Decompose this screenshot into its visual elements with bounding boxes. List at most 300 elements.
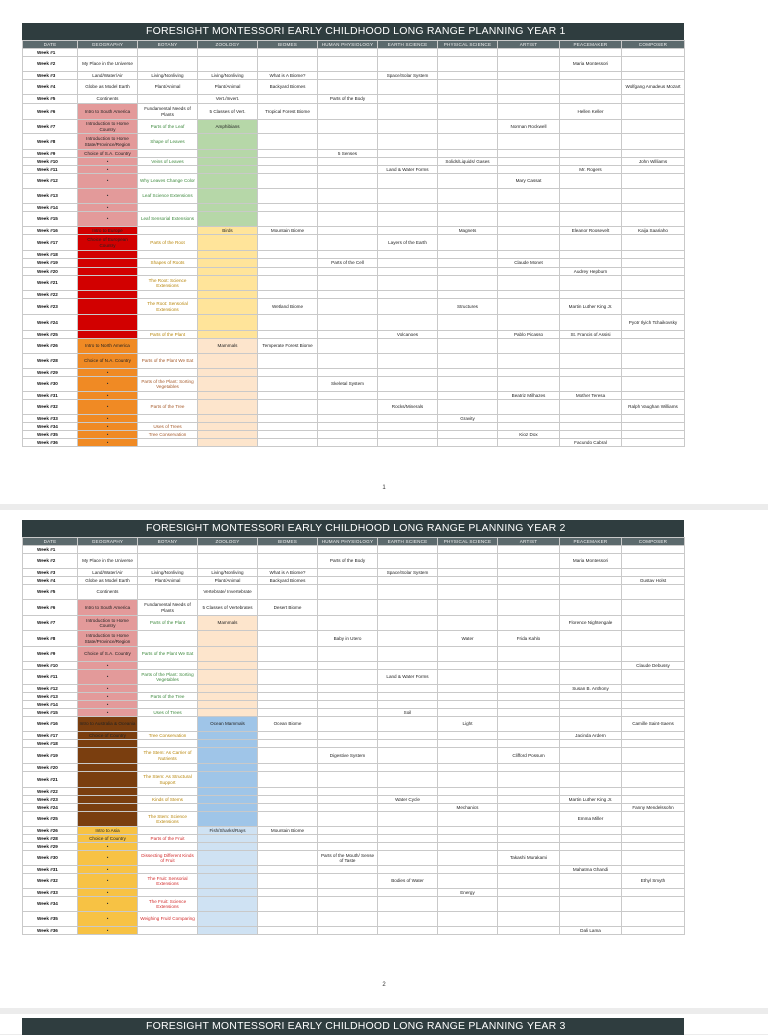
cell-composer: [622, 709, 685, 717]
cell-human-physiology: [318, 423, 378, 431]
cell-human-physiology: Parts of the Body: [318, 95, 378, 104]
cell-earth-science: [378, 49, 438, 57]
cell-biomes: [258, 204, 318, 212]
table-row: [23, 158, 685, 166]
column-header-artist: ARTIST: [498, 41, 560, 49]
cell-human-physiology: [318, 585, 378, 600]
cell-peacemaker: [560, 897, 622, 912]
week-cell: Week #13: [23, 693, 78, 701]
cell-botany: Parts of the Tree: [138, 400, 198, 415]
cell-peacemaker: Martin Luther King Jr.: [560, 796, 622, 804]
cell-physical-science: [438, 95, 498, 104]
column-header-peacemaker: PEACEMAKER: [560, 41, 622, 49]
table-row: [23, 72, 685, 80]
cell-human-physiology: [318, 57, 378, 72]
cell-zoology: [198, 546, 258, 554]
cell-artist: [498, 134, 560, 150]
cell-earth-science: [378, 616, 438, 631]
cell-composer: [622, 259, 685, 268]
cell-composer: [622, 57, 685, 72]
cell-physical-science: [438, 212, 498, 227]
cell-botany: The Stem: Science Extensions: [138, 812, 198, 827]
cell-physical-science: [438, 772, 498, 788]
cell-botany: [138, 251, 198, 259]
week-cell: Week #7: [23, 120, 78, 134]
cell-earth-science: [378, 866, 438, 874]
cell-peacemaker: [560, 339, 622, 354]
cell-zoology: 5 Classes of Vert.: [198, 104, 258, 120]
cell-zoology: [198, 259, 258, 268]
week-cell: Week #8: [23, 134, 78, 150]
cell-physical-science: [438, 339, 498, 354]
cell-physical-science: [438, 259, 498, 268]
cell-physical-science: [438, 72, 498, 80]
cell-physical-science: [438, 827, 498, 835]
table-row: [23, 897, 685, 912]
cell-botany: Plant/Animal: [138, 577, 198, 585]
column-header-composer: COMPOSER: [622, 41, 685, 49]
cell-physical-science: [438, 104, 498, 120]
week-cell: Week #17: [23, 235, 78, 251]
cell-biomes: [258, 276, 318, 291]
cell-geography: [78, 788, 138, 796]
cell-geography: [78, 812, 138, 827]
cell-botany: [138, 315, 198, 331]
week-cell: Week #28: [23, 835, 78, 843]
cell-human-physiology: [318, 670, 378, 685]
cell-artist: [498, 546, 560, 554]
cell-zoology: [198, 796, 258, 804]
cell-composer: [622, 189, 685, 204]
cell-composer: [622, 812, 685, 827]
cell-botany: Fundamental Needs of Plants: [138, 600, 198, 616]
cell-zoology: Living/Nonliving: [198, 72, 258, 80]
cell-geography: Choice of S.A. Country: [78, 647, 138, 662]
cell-geography: Continents: [78, 585, 138, 600]
cell-physical-science: [438, 709, 498, 717]
cell-peacemaker: [560, 843, 622, 851]
table-row: [23, 291, 685, 299]
cell-human-physiology: [318, 104, 378, 120]
cell-physical-science: [438, 585, 498, 600]
cell-peacemaker: [560, 134, 622, 150]
cell-physical-science: [438, 600, 498, 616]
week-cell: Week #8: [23, 631, 78, 647]
cell-composer: Claude Debussy: [622, 662, 685, 670]
table-row: [23, 423, 685, 431]
cell-artist: [498, 400, 560, 415]
cell-geography: [78, 740, 138, 748]
table-row: [23, 693, 685, 701]
cell-earth-science: [378, 647, 438, 662]
week-cell: Week #11: [23, 670, 78, 685]
cell-physical-science: Energy: [438, 889, 498, 897]
cell-zoology: Mammals: [198, 339, 258, 354]
table-row: [23, 150, 685, 158]
week-cell: Week #34: [23, 423, 78, 431]
cell-biomes: [258, 647, 318, 662]
cell-botany: Plant/Animal: [138, 80, 198, 95]
cell-zoology: [198, 851, 258, 866]
cell-peacemaker: [560, 709, 622, 717]
cell-artist: [498, 415, 560, 423]
table-row: [23, 369, 685, 377]
week-cell: Week #16: [23, 227, 78, 235]
cell-physical-science: [438, 235, 498, 251]
cell-zoology: [198, 174, 258, 189]
cell-human-physiology: [318, 701, 378, 709]
cell-zoology: [198, 49, 258, 57]
cell-geography: Intro to Asia: [78, 827, 138, 835]
cell-botany: Shape of Leaves: [138, 134, 198, 150]
cell-artist: [498, 577, 560, 585]
cell-physical-science: [438, 49, 498, 57]
cell-biomes: [258, 415, 318, 423]
cell-geography: •: [78, 415, 138, 423]
table-row: [23, 740, 685, 748]
cell-zoology: [198, 212, 258, 227]
cell-zoology: Plant/Animal: [198, 80, 258, 95]
cell-zoology: [198, 772, 258, 788]
table-row: [23, 49, 685, 57]
cell-human-physiology: 5 Senses: [318, 150, 378, 158]
column-header-botany: BOTANY: [138, 538, 198, 546]
cell-biomes: [258, 732, 318, 740]
cell-artist: [498, 439, 560, 447]
cell-peacemaker: [560, 189, 622, 204]
cell-biomes: [258, 927, 318, 935]
cell-human-physiology: [318, 227, 378, 235]
cell-human-physiology: [318, 616, 378, 631]
cell-biomes: [258, 804, 318, 812]
week-cell: Week #31: [23, 866, 78, 874]
cell-zoology: [198, 369, 258, 377]
cell-physical-science: [438, 204, 498, 212]
table-row: [23, 299, 685, 315]
cell-zoology: [198, 204, 258, 212]
cell-biomes: [258, 400, 318, 415]
cell-geography: [78, 764, 138, 772]
cell-composer: [622, 631, 685, 647]
cell-biomes: Tropical Forest Biome: [258, 104, 318, 120]
cell-artist: Pablo Picasso: [498, 331, 560, 339]
table-header-row: [23, 41, 685, 49]
column-header-physical-science: PHYSICAL SCIENCE: [438, 41, 498, 49]
cell-earth-science: [378, 585, 438, 600]
cell-composer: [622, 600, 685, 616]
cell-artist: [498, 339, 560, 354]
cell-artist: [498, 72, 560, 80]
cell-geography: •: [78, 693, 138, 701]
week-cell: Week #16: [23, 717, 78, 732]
cell-earth-science: [378, 134, 438, 150]
cell-geography: •: [78, 400, 138, 415]
cell-peacemaker: Dali Lama: [560, 927, 622, 935]
cell-composer: [622, 439, 685, 447]
cell-geography: Intro to North America: [78, 339, 138, 354]
cell-geography: •: [78, 439, 138, 447]
week-cell: Week #1: [23, 546, 78, 554]
cell-geography: •: [78, 166, 138, 174]
cell-human-physiology: [318, 600, 378, 616]
cell-composer: [622, 95, 685, 104]
sheet-title-bar: [22, 520, 684, 537]
cell-artist: [498, 377, 560, 392]
cell-composer: [622, 299, 685, 315]
cell-physical-science: [438, 701, 498, 709]
cell-biomes: [258, 439, 318, 447]
table-row: [23, 554, 685, 569]
cell-biomes: [258, 392, 318, 400]
cell-artist: [498, 827, 560, 835]
week-cell: Week #11: [23, 166, 78, 174]
cell-composer: [622, 150, 685, 158]
week-cell: Week #9: [23, 150, 78, 158]
cell-botany: Parts of the Tree: [138, 693, 198, 701]
cell-biomes: [258, 866, 318, 874]
cell-artist: [498, 204, 560, 212]
cell-peacemaker: Mahatma Ghandi: [560, 866, 622, 874]
cell-zoology: [198, 315, 258, 331]
cell-biomes: [258, 897, 318, 912]
cell-biomes: [258, 158, 318, 166]
cell-zoology: Birds: [198, 227, 258, 235]
cell-peacemaker: Martin Luther King Jr.: [560, 299, 622, 315]
cell-peacemaker: [560, 546, 622, 554]
cell-composer: [622, 685, 685, 693]
cell-earth-science: [378, 339, 438, 354]
cell-composer: [622, 392, 685, 400]
cell-peacemaker: [560, 569, 622, 577]
cell-geography: •: [78, 369, 138, 377]
cell-botany: Dissecting Different Kinds of Fruit: [138, 851, 198, 866]
cell-human-physiology: [318, 569, 378, 577]
page-2: [0, 510, 768, 1008]
cell-biomes: [258, 685, 318, 693]
cell-composer: [622, 251, 685, 259]
cell-botany: Veins of Leaves: [138, 158, 198, 166]
cell-zoology: [198, 693, 258, 701]
week-cell: Week #19: [23, 259, 78, 268]
week-cell: Week #29: [23, 369, 78, 377]
cell-earth-science: Water Cycle: [378, 796, 438, 804]
sheet-title-bar: [22, 1018, 684, 1035]
column-header-peacemaker: PEACEMAKER: [560, 538, 622, 546]
cell-geography: Intro to Europe: [78, 227, 138, 235]
cell-earth-science: [378, 662, 438, 670]
cell-geography: Choice of Country: [78, 835, 138, 843]
table-row: [23, 717, 685, 732]
cell-biomes: [258, 377, 318, 392]
cell-peacemaker: Jacinda Ardern: [560, 732, 622, 740]
cell-human-physiology: [318, 912, 378, 927]
cell-composer: [622, 276, 685, 291]
cell-composer: [622, 268, 685, 276]
cell-zoology: [198, 889, 258, 897]
cell-botany: Leaf Sensorial Extensions: [138, 212, 198, 227]
week-cell: Week #33: [23, 889, 78, 897]
cell-peacemaker: Facundo Cabral: [560, 439, 622, 447]
cell-biomes: [258, 546, 318, 554]
cell-composer: [622, 291, 685, 299]
cell-human-physiology: [318, 866, 378, 874]
cell-peacemaker: [560, 912, 622, 927]
cell-physical-science: [438, 377, 498, 392]
cell-earth-science: [378, 174, 438, 189]
cell-physical-science: [438, 392, 498, 400]
cell-biomes: [258, 835, 318, 843]
cell-physical-science: [438, 685, 498, 693]
week-cell: Week #36: [23, 439, 78, 447]
cell-composer: [622, 927, 685, 935]
cell-botany: [138, 662, 198, 670]
cell-physical-science: [438, 764, 498, 772]
sheet-year: YEAR 1: [527, 25, 566, 37]
cell-botany: [138, 717, 198, 732]
cell-artist: [498, 812, 560, 827]
cell-physical-science: Gravity: [438, 415, 498, 423]
cell-physical-science: [438, 439, 498, 447]
cell-earth-science: [378, 439, 438, 447]
cell-zoology: [198, 748, 258, 764]
cell-peacemaker: [560, 772, 622, 788]
cell-artist: [498, 764, 560, 772]
cell-biomes: [258, 189, 318, 204]
cell-peacemaker: [560, 204, 622, 212]
cell-human-physiology: [318, 874, 378, 889]
week-cell: Week #15: [23, 709, 78, 717]
cell-botany: The Root: Science Extensions: [138, 276, 198, 291]
table-row: [23, 569, 685, 577]
cell-geography: Choice of N.A. Country: [78, 354, 138, 369]
cell-human-physiology: [318, 251, 378, 259]
cell-earth-science: [378, 600, 438, 616]
week-cell: Week #36: [23, 927, 78, 935]
cell-botany: Uses of Trees: [138, 709, 198, 717]
cell-artist: Kioz Dox: [498, 431, 560, 439]
table-row: [23, 174, 685, 189]
cell-artist: [498, 251, 560, 259]
table-row: [23, 95, 685, 104]
table-row: [23, 843, 685, 851]
cell-geography: Globe as Model Earth: [78, 80, 138, 95]
cell-botany: [138, 204, 198, 212]
cell-physical-science: Magnets: [438, 227, 498, 235]
cell-geography: [78, 259, 138, 268]
cell-composer: [622, 897, 685, 912]
week-cell: Week #21: [23, 276, 78, 291]
cell-physical-science: Structures: [438, 299, 498, 315]
cell-composer: [622, 546, 685, 554]
cell-composer: [622, 740, 685, 748]
column-header-zoology: ZOOLOGY: [198, 538, 258, 546]
cell-geography: •: [78, 670, 138, 685]
table-row: [23, 585, 685, 600]
cell-zoology: [198, 291, 258, 299]
cell-zoology: [198, 804, 258, 812]
cell-zoology: [198, 812, 258, 827]
cell-composer: Ethyl Smyth: [622, 874, 685, 889]
week-cell: Week #26: [23, 339, 78, 354]
cell-biomes: [258, 166, 318, 174]
cell-biomes: [258, 764, 318, 772]
cell-human-physiology: [318, 174, 378, 189]
cell-biomes: Backyard Biomes: [258, 577, 318, 585]
cell-zoology: [198, 392, 258, 400]
cell-botany: Living/Nonliving: [138, 569, 198, 577]
cell-biomes: Wetland Biome: [258, 299, 318, 315]
cell-peacemaker: [560, 889, 622, 897]
table-row: [23, 764, 685, 772]
table-row: [23, 431, 685, 439]
cell-zoology: [198, 647, 258, 662]
cell-artist: [498, 693, 560, 701]
cell-artist: [498, 912, 560, 927]
week-cell: Week #18: [23, 251, 78, 259]
cell-human-physiology: [318, 339, 378, 354]
cell-composer: [622, 701, 685, 709]
cell-physical-science: [438, 268, 498, 276]
cell-biomes: [258, 851, 318, 866]
cell-composer: [622, 796, 685, 804]
cell-human-physiology: [318, 772, 378, 788]
cell-zoology: [198, 377, 258, 392]
cell-earth-science: [378, 851, 438, 866]
cell-botany: [138, 166, 198, 174]
cell-composer: [622, 104, 685, 120]
cell-botany: Parts of the Plant: Sorting Vegetables: [138, 377, 198, 392]
cell-zoology: [198, 701, 258, 709]
cell-botany: [138, 339, 198, 354]
cell-composer: John Williams: [622, 158, 685, 166]
cell-geography: My Place in the Universe: [78, 57, 138, 72]
planning-table: [22, 537, 685, 935]
cell-biomes: Desert Biome: [258, 600, 318, 616]
table-row: [23, 804, 685, 812]
cell-peacemaker: [560, 740, 622, 748]
cell-peacemaker: [560, 369, 622, 377]
cell-zoology: Living/Nonliving: [198, 569, 258, 577]
cell-composer: [622, 748, 685, 764]
cell-geography: •: [78, 377, 138, 392]
cell-composer: [622, 339, 685, 354]
cell-geography: [78, 331, 138, 339]
cell-botany: [138, 866, 198, 874]
column-header-earth-science: EARTH SCIENCE: [378, 41, 438, 49]
cell-earth-science: [378, 912, 438, 927]
cell-biomes: [258, 748, 318, 764]
cell-earth-science: Volcanoes: [378, 331, 438, 339]
cell-geography: •: [78, 927, 138, 935]
table-row: [23, 732, 685, 740]
cell-biomes: [258, 134, 318, 150]
cell-artist: [498, 616, 560, 631]
cell-geography: Introduction to Home State/Province/Region: [78, 631, 138, 647]
cell-composer: [622, 764, 685, 772]
cell-geography: [78, 748, 138, 764]
cell-botany: [138, 788, 198, 796]
cell-earth-science: [378, 268, 438, 276]
cell-biomes: [258, 369, 318, 377]
cell-biomes: [258, 812, 318, 827]
cell-earth-science: [378, 827, 438, 835]
table-row: [23, 616, 685, 631]
cell-geography: Introduction to Home Country: [78, 616, 138, 631]
cell-composer: [622, 423, 685, 431]
cell-artist: [498, 772, 560, 788]
cell-earth-science: [378, 189, 438, 204]
table-row: [23, 685, 685, 693]
